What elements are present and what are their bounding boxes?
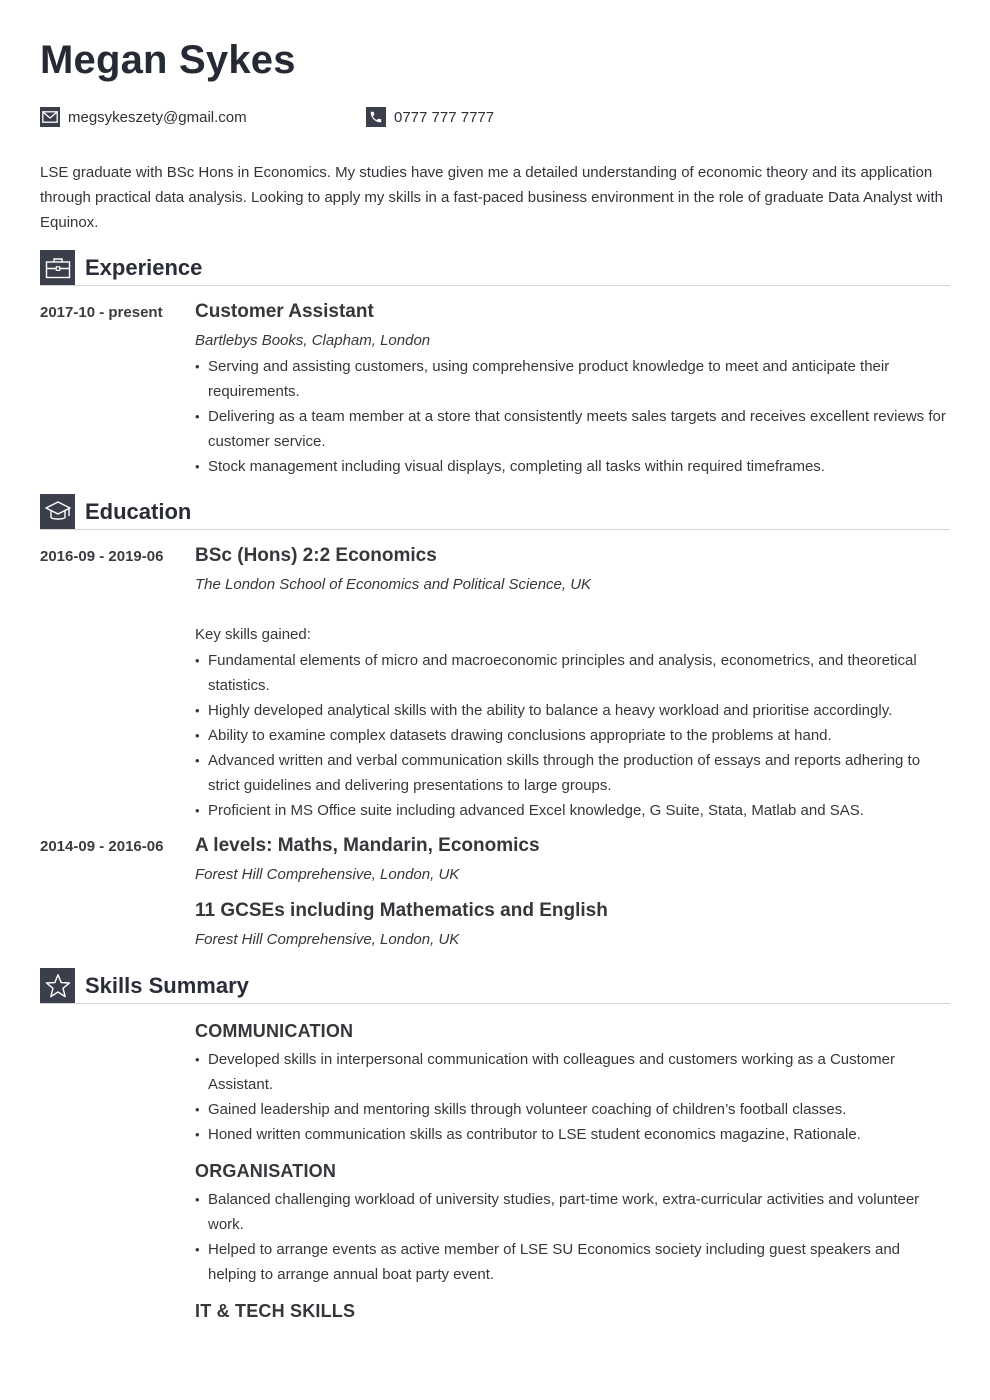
email-text[interactable]: megsykeszety@gmail.com	[68, 108, 247, 126]
section-title: Skills Summary	[85, 973, 249, 998]
list-item: • Gained leadership and mentoring skills through volunteer coaching of children’s football classes.	[195, 1097, 950, 1122]
contact-email	[40, 107, 247, 127]
list-item: • Balanced challenging workload of university studies, part-time work, extra-curricular activities and volunteer work.	[195, 1187, 950, 1237]
skill-category: IT & TECH SKILLS	[195, 1301, 356, 1321]
list-item: • Fundamental elements of micro and macroeconomic principles and analysis, econometrics, and theoretical statistics.	[195, 648, 950, 698]
skill-category: ORGANISATION	[195, 1161, 337, 1181]
list-item: • Serving and assisting customers, using comprehensive product knowledge to meet and anticipate their requirements.	[195, 354, 950, 404]
list-item: • Delivering as a team member at a store that consistently meets sales targets and receives excellent reviews for customer service.	[195, 404, 950, 454]
section-skills-header	[40, 968, 950, 1004]
contact-phone	[366, 107, 494, 127]
entry-date: 2014-09 - 2016-06	[40, 838, 164, 855]
key-skills-label: Key skills gained:	[195, 626, 311, 643]
entry-bullets	[195, 354, 950, 479]
entry-subtitle: The London School of Economics and Political Science, UK	[195, 576, 592, 593]
entry-subtitle-secondary: Forest Hill Comprehensive, London, UK	[195, 931, 460, 948]
graduation-cap-icon	[40, 494, 75, 529]
entry-title: Customer Assistant	[195, 301, 374, 322]
star-icon	[40, 968, 75, 1003]
list-item: • Honed written communication skills as contributor to LSE student economics magazine, Rationale.	[195, 1122, 950, 1147]
phone-icon	[366, 107, 386, 127]
skill-bullets	[195, 1187, 950, 1287]
entry-title: BSc (Hons) 2:2 Economics	[195, 545, 437, 566]
entry-title-secondary: 11 GCSEs including Mathematics and English	[195, 900, 608, 921]
skill-bullets	[195, 1047, 950, 1147]
entry-title: A levels: Maths, Mandarin, Economics	[195, 835, 540, 856]
section-education-header	[40, 494, 950, 530]
list-item: • Helped to arrange events as active member of LSE SU Economics society including guest speakers and helping to arrange annual boat party event.	[195, 1237, 950, 1287]
entry-subtitle: Forest Hill Comprehensive, London, UK	[195, 866, 460, 883]
list-item: • Ability to examine complex datasets drawing conclusions appropriate to the problems at hand.	[195, 723, 950, 748]
entry-date: 2017-10 - present	[40, 304, 163, 321]
phone-text[interactable]: 0777 777 7777	[394, 108, 495, 126]
profile-summary: LSE graduate with BSc Hons in Economics. My studies have given me a detailed understanding of economic theory and its application through practical data analysis. Looking to apply my skills in a fast-paced business environment in the role of graduate Data Analyst with Equinox.	[40, 164, 943, 231]
envelope-icon	[40, 107, 60, 127]
list-item: • Proficient in MS Office suite including advanced Excel knowledge, G Suite, Stata, Matlab and SAS.	[195, 798, 950, 823]
entry-subtitle: Bartlebys Books, Clapham, London	[195, 332, 431, 349]
briefcase-icon	[40, 250, 75, 285]
skill-category: COMMUNICATION	[195, 1021, 354, 1041]
section-title: Experience	[85, 255, 203, 280]
list-item: • Highly developed analytical skills with the ability to balance a heavy workload and prioritise accordingly.	[195, 698, 950, 723]
list-item: • Advanced written and verbal communication skills through the production of essays and reports adhering to strict guidelines and delivering presentations to large groups.	[195, 748, 950, 798]
candidate-name: Megan Sykes	[40, 38, 296, 82]
entry-date: 2016-09 - 2019-06	[40, 548, 164, 565]
section-title: Education	[85, 499, 192, 524]
entry-bullets	[195, 648, 950, 823]
list-item: • Developed skills in interpersonal communication with colleagues and customers working as a Customer Assistant.	[195, 1047, 950, 1097]
list-item: • Stock management including visual displays, completing all tasks within required timeframes.	[195, 454, 950, 479]
section-experience-header	[40, 250, 950, 286]
